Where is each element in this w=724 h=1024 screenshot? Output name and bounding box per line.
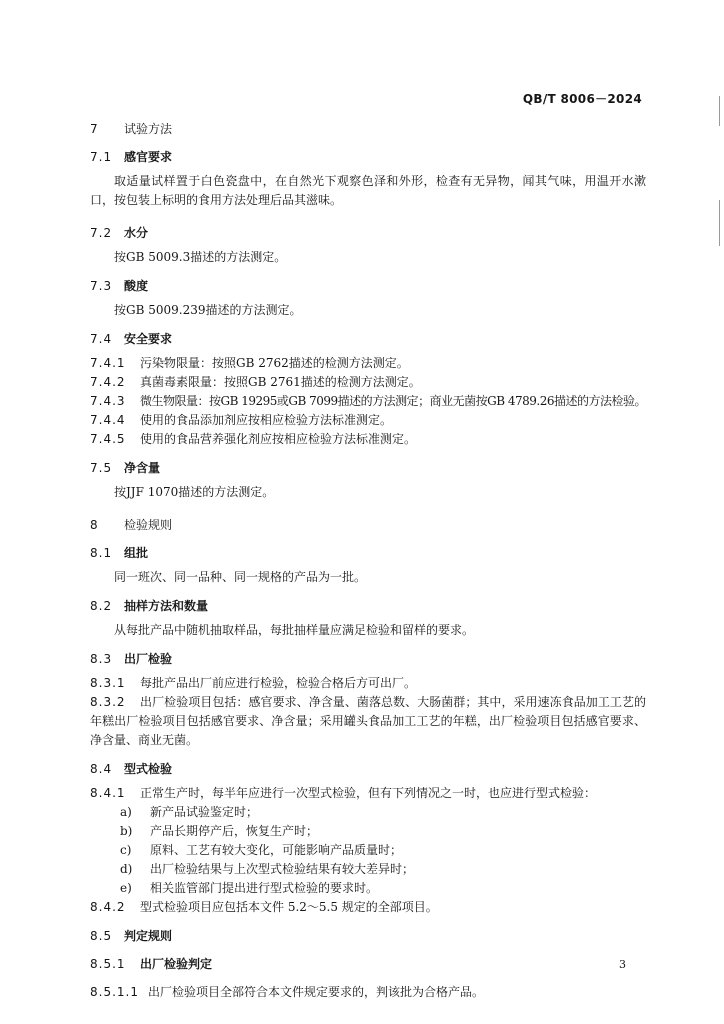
subsection-heading	[90, 650, 646, 668]
document-body	[90, 120, 646, 1002]
clause-item	[90, 983, 646, 1002]
clause-number: 8.3.1	[90, 676, 126, 690]
clause-text: 型式检验项目应包括本文件 5.2～5.5 规定的全部项目。	[140, 900, 438, 914]
subsection-number: 7.1	[90, 150, 113, 164]
subsection-heading	[90, 760, 646, 778]
clause-item	[90, 430, 646, 449]
clause-item	[90, 392, 646, 411]
clause-item	[90, 674, 646, 693]
subsection-title: 判定规则	[124, 929, 173, 943]
scan-edge-mark	[719, 96, 720, 126]
section-number: 7	[90, 122, 99, 136]
list-marker: e)	[120, 881, 132, 895]
clause-text: 正常生产时，每半年应进行一次型式检验，但有下列情况之一时，也应进行型式检验：	[140, 786, 597, 800]
section-title: 试验方法	[124, 122, 173, 136]
subsection-title: 水分	[124, 226, 149, 240]
list-item	[90, 822, 646, 841]
clause-item	[90, 898, 646, 917]
clause-number: 7.4.3	[90, 394, 126, 408]
section-heading	[90, 516, 646, 534]
list-marker: d)	[120, 862, 133, 876]
subsection-title: 感官要求	[124, 150, 173, 164]
scan-edge-mark	[719, 200, 720, 246]
subsection-number: 7.2	[90, 226, 113, 240]
clause-number: 8.3.2	[90, 695, 126, 709]
paragraph: 从每批产品中随机抽取样品，每批抽样量应满足检验和留样的要求。	[114, 623, 475, 637]
subsection-title: 抽样方法和数量	[124, 599, 209, 613]
subsection-title: 组批	[124, 546, 149, 560]
subsection-heading	[90, 459, 646, 477]
clause-number: 8.4.2	[90, 900, 126, 914]
subsection-heading	[90, 148, 646, 166]
subsection-title: 安全要求	[124, 332, 173, 346]
list-text: 相关监管部门提出进行型式检验的要求时。	[150, 881, 379, 895]
list-item	[90, 803, 646, 822]
clause-text: 使用的食品添加剂应按相应检验方法标准测定。	[140, 413, 393, 427]
subsection-number: 7.4	[90, 332, 113, 346]
clause-text: 真菌毒素限量：按照GB 2761描述的检测方法测定。	[140, 375, 421, 389]
clause-item	[90, 784, 646, 803]
subsection-number: 8.3	[90, 652, 113, 666]
clause-text: 出厂检验项目包括：感官要求、净含量、菌落总数、大肠菌群；其中，采用速冻食品加工工艺的年糕出厂检验项目包括感官要求、净含量；采用罐头食品加工工艺的年糕，出厂检验项目包括感官要求、净含量、商业无菌。	[90, 695, 646, 747]
clause-number: 8.5.1.1	[90, 985, 139, 999]
subsection-heading	[90, 277, 646, 295]
subsection-heading	[90, 330, 646, 348]
subsection-number: 8.2	[90, 599, 113, 613]
subsection-number: 7.3	[90, 279, 113, 293]
clause-item	[90, 693, 646, 750]
document-code: QB/T 8006－2024	[522, 92, 642, 106]
clause-text: 使用的食品营养强化剂应按相应检验方法标准测定。	[140, 432, 417, 446]
paragraph: 按GB 5009.239描述的方法测定。	[114, 303, 302, 317]
paragraph: 同一班次、同一品种、同一规格的产品为一批。	[114, 570, 367, 584]
subsection-title: 型式检验	[124, 762, 173, 776]
subsection-heading	[90, 544, 646, 562]
clause-text: 污染物限量：按照GB 2762描述的检测方法测定。	[140, 356, 409, 370]
list-text: 原料、工艺有较大变化，可能影响产品质量时；	[150, 843, 403, 857]
subsection-title: 净含量	[124, 461, 161, 475]
subsection-number: 8.5	[90, 929, 113, 943]
clause-number: 7.4.1	[90, 356, 126, 370]
list-marker: b)	[120, 824, 133, 838]
clause-number: 8.4.1	[90, 786, 126, 800]
subsection-title: 出厂检验	[124, 652, 173, 666]
subsection-number: 8.4	[90, 762, 113, 776]
subsection-heading	[90, 597, 646, 615]
section-title: 检验规则	[124, 518, 173, 532]
list-marker: a)	[120, 805, 132, 819]
list-text: 新产品试验鉴定时；	[150, 805, 259, 819]
clause-item	[90, 373, 646, 392]
list-item	[90, 860, 646, 879]
list-text: 出厂检验结果与上次型式检验结果有较大差异时；	[150, 862, 415, 876]
clause-item	[90, 354, 646, 373]
section-heading	[90, 120, 646, 138]
clause-text: 出厂检验项目全部符合本文件规定要求的，判该批为合格产品。	[148, 985, 485, 999]
clause-number: 7.4.4	[90, 413, 126, 427]
paragraph: 按GB 5009.3描述的方法测定。	[114, 250, 287, 264]
subsection-heading	[90, 927, 646, 945]
list-item	[90, 879, 646, 898]
list-text: 产品长期停产后，恢复生产时；	[150, 824, 319, 838]
clause-item	[90, 411, 646, 430]
list-item	[90, 841, 646, 860]
clause-number: 7.4.2	[90, 375, 126, 389]
subsection-number: 8.5.1	[90, 957, 126, 971]
section-number: 8	[90, 518, 99, 532]
clause-text: 每批产品出厂前应进行检验，检验合格后方可出厂。	[140, 676, 417, 690]
paragraph: 按JJF 1070描述的方法测定。	[114, 485, 275, 499]
subsection-title: 酸度	[124, 279, 149, 293]
clause-number: 7.4.5	[90, 432, 126, 446]
subsection-title: 出厂检验判定	[140, 957, 213, 971]
subsection-heading	[90, 224, 646, 242]
subsection-number: 8.1	[90, 546, 113, 560]
paragraph: 取适量试样置于白色瓷盘中，在自然光下观察色泽和外形，检查有无异物，闻其气味，用温开水漱口，按包装上标明的食用方法处理后品其滋味。	[90, 174, 646, 207]
subsection-number: 7.5	[90, 461, 113, 475]
subsection-heading	[90, 955, 646, 973]
clause-text: 微生物限量：按GB 19295或GB 7099描述的方法测定；商业无菌按GB 4789.26描述的方法检验。	[140, 394, 646, 408]
list-marker: c)	[120, 843, 132, 857]
page-number: 3	[619, 958, 626, 971]
